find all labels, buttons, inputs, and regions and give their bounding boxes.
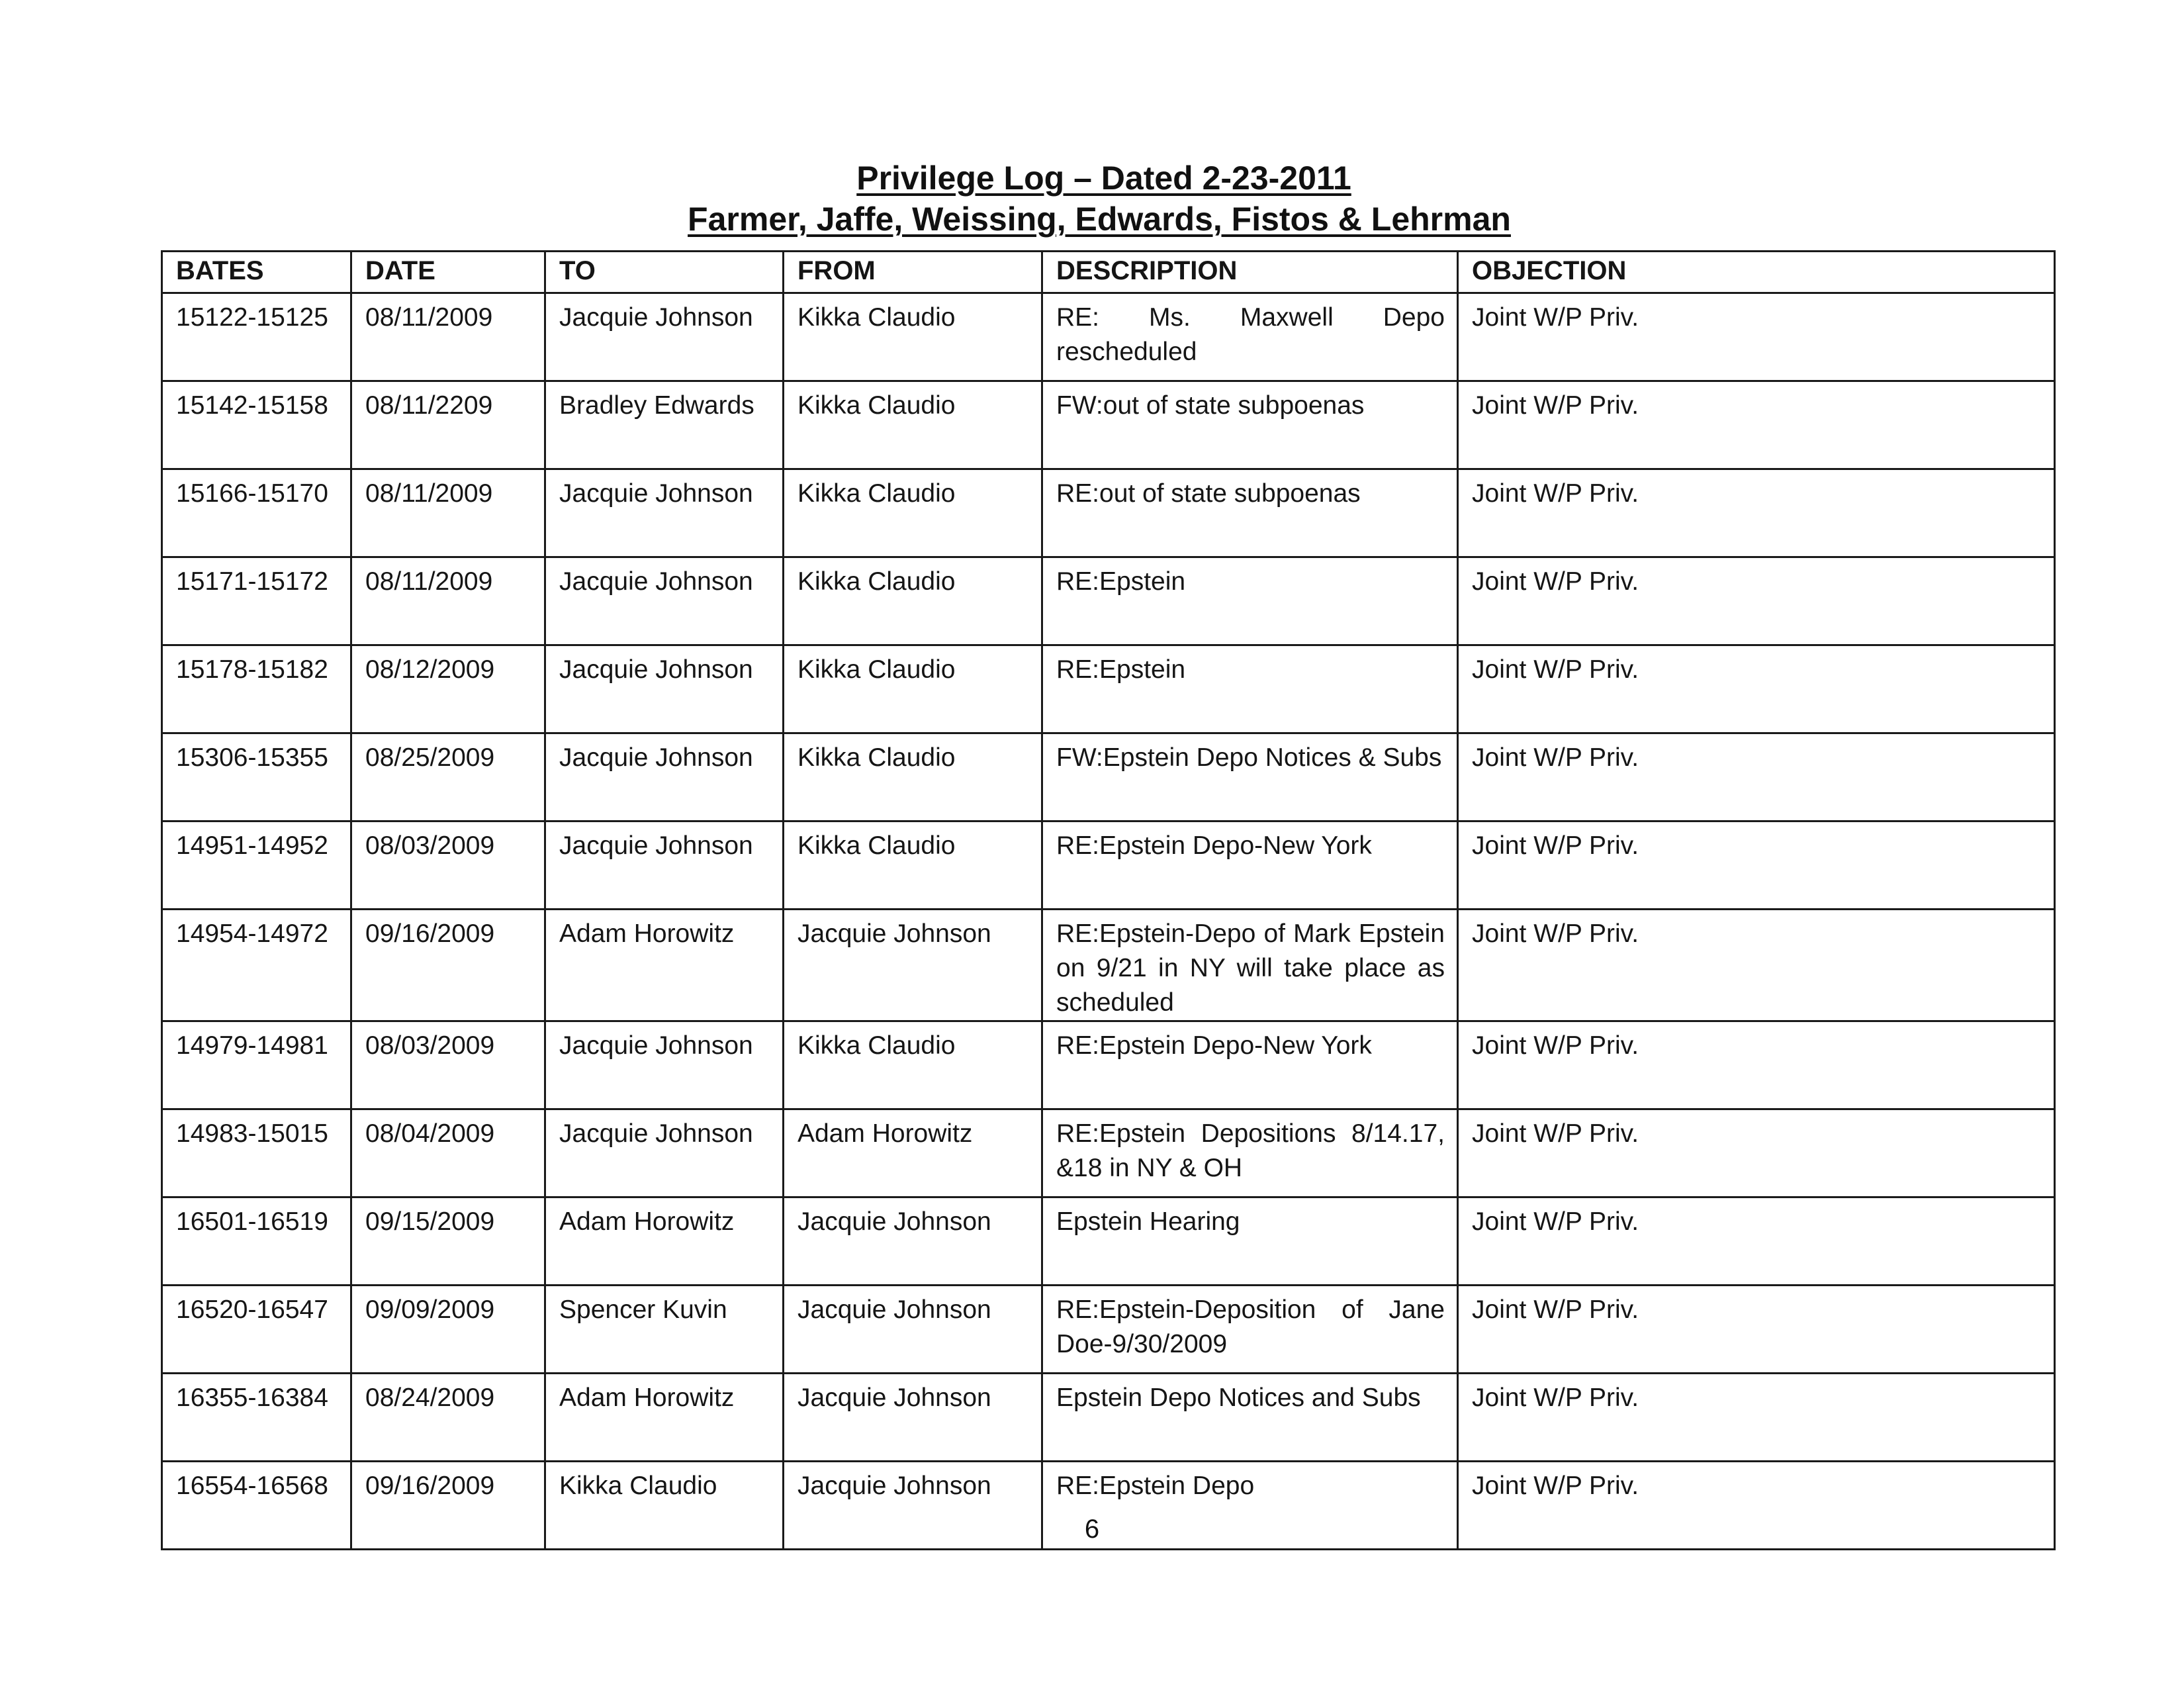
date-cell: 09/15/2009 [351,1197,545,1286]
from-cell: Kikka Claudio [784,1021,1042,1109]
to-cell: Jacquie Johnson [545,557,784,645]
to-cell: Bradley Edwards [545,381,784,469]
column-header-description: DESCRIPTION [1042,252,1458,293]
date-cell: 09/16/2009 [351,910,545,1021]
to-cell: Adam Horowitz [545,1374,784,1462]
to-cell: Jacquie Johnson [545,821,784,910]
column-header-to: TO [545,252,784,293]
from-cell: Jacquie Johnson [784,1286,1042,1374]
to-cell: Spencer Kuvin [545,1286,784,1374]
bates-cell: 15142-15158 [162,381,351,469]
description-cell: RE:Epstein [1042,645,1458,733]
objection-cell: Joint W/P Priv. [1458,469,2055,557]
date-cell: 08/11/2009 [351,557,545,645]
bates-cell: 15166-15170 [162,469,351,557]
from-cell: Kikka Claudio [784,469,1042,557]
objection-cell: Joint W/P Priv. [1458,821,2055,910]
date-cell: 08/03/2009 [351,1021,545,1109]
description-cell: Epstein Hearing [1042,1197,1458,1286]
description-cell: FW:Epstein Depo Notices & Subs [1042,733,1458,821]
date-cell: 08/11/2009 [351,469,545,557]
date-cell: 09/16/2009 [351,1462,545,1550]
bates-cell: 16520-16547 [162,1286,351,1374]
from-cell: Kikka Claudio [784,293,1042,381]
bates-cell: 14951-14952 [162,821,351,910]
description-cell: FW:out of state subpoenas [1042,381,1458,469]
date-cell: 08/25/2009 [351,733,545,821]
to-cell: Adam Horowitz [545,910,784,1021]
date-cell: 09/09/2009 [351,1286,545,1374]
objection-cell: Joint W/P Priv. [1458,1021,2055,1109]
from-cell: Jacquie Johnson [784,1462,1042,1550]
description-cell: RE:out of state subpoenas [1042,469,1458,557]
to-cell: Jacquie Johnson [545,733,784,821]
date-cell: 08/11/2009 [351,293,545,381]
from-cell: Jacquie Johnson [784,1197,1042,1286]
bates-cell: 15306-15355 [162,733,351,821]
to-cell: Kikka Claudio [545,1462,784,1550]
from-cell: Kikka Claudio [784,821,1042,910]
from-cell: Kikka Claudio [784,645,1042,733]
bates-cell: 15122-15125 [162,293,351,381]
table-header-row [162,252,2055,293]
table-row [162,381,2055,469]
document-header [0,158,2184,240]
objection-cell: Joint W/P Priv. [1458,1462,2055,1550]
table-row [162,1021,2055,1109]
objection-cell: Joint W/P Priv. [1458,645,2055,733]
page-number: 6 [1084,1515,1100,1544]
bates-cell: 15171-15172 [162,557,351,645]
bates-cell: 15178-15182 [162,645,351,733]
description-cell: RE: Ms. Maxwell Depo rescheduled [1042,293,1458,381]
to-cell: Jacquie Johnson [545,1021,784,1109]
description-cell: RE:Epstein Depo-New York [1042,1021,1458,1109]
privilege-log-table [161,250,2056,1550]
table-row [162,557,2055,645]
column-header-date: DATE [351,252,545,293]
description-cell: Epstein Depo Notices and Subs [1042,1374,1458,1462]
objection-cell: Joint W/P Priv. [1458,1374,2055,1462]
to-cell: Adam Horowitz [545,1197,784,1286]
to-cell: Jacquie Johnson [545,1109,784,1197]
from-cell: Adam Horowitz [784,1109,1042,1197]
table-row [162,293,2055,381]
table-row [162,910,2055,1021]
description-cell: RE:Epstein-Deposition of Jane Doe-9/30/2009 [1042,1286,1458,1374]
objection-cell: Joint W/P Priv. [1458,557,2055,645]
table-row [162,1374,2055,1462]
document-subtitle: Farmer, Jaffe, Weissing, Edwards, Fistos & Lehrman [688,201,1511,238]
bates-cell: 14983-15015 [162,1109,351,1197]
bates-cell: 16501-16519 [162,1197,351,1286]
to-cell: Jacquie Johnson [545,293,784,381]
description-cell: RE:Epstein [1042,557,1458,645]
bates-cell: 14979-14981 [162,1021,351,1109]
from-cell: Kikka Claudio [784,381,1042,469]
from-cell: Jacquie Johnson [784,910,1042,1021]
objection-cell: Joint W/P Priv. [1458,1197,2055,1286]
date-cell: 08/04/2009 [351,1109,545,1197]
column-header-bates: BATES [162,252,351,293]
date-cell: 08/11/2209 [351,381,545,469]
from-cell: Kikka Claudio [784,733,1042,821]
description-cell: RE:Epstein Depo-New York [1042,821,1458,910]
table-row [162,469,2055,557]
to-cell: Jacquie Johnson [545,645,784,733]
objection-cell: Joint W/P Priv. [1458,1286,2055,1374]
table-row [162,1109,2055,1197]
table-row [162,1286,2055,1374]
description-cell: RE:Epstein Depositions 8/14.17, &18 in NY & OH [1042,1109,1458,1197]
objection-cell: Joint W/P Priv. [1458,1109,2055,1197]
objection-cell: Joint W/P Priv. [1458,910,2055,1021]
column-header-from: FROM [784,252,1042,293]
bates-cell: 14954-14972 [162,910,351,1021]
table-row [162,645,2055,733]
to-cell: Jacquie Johnson [545,469,784,557]
document-title: Privilege Log – Dated 2-23-2011 [856,160,1351,197]
objection-cell: Joint W/P Priv. [1458,293,2055,381]
date-cell: 08/24/2009 [351,1374,545,1462]
objection-cell: Joint W/P Priv. [1458,733,2055,821]
objection-cell: Joint W/P Priv. [1458,381,2055,469]
column-header-objection: OBJECTION [1458,252,2055,293]
table-row [162,733,2055,821]
from-cell: Jacquie Johnson [784,1374,1042,1462]
table-row [162,1197,2055,1286]
from-cell: Kikka Claudio [784,557,1042,645]
date-cell: 08/12/2009 [351,645,545,733]
table-row [162,821,2055,910]
date-cell: 08/03/2009 [351,821,545,910]
bates-cell: 16355-16384 [162,1374,351,1462]
description-cell: RE:Epstein-Depo of Mark Epstein on 9/21 in NY will take place as scheduled [1042,910,1458,1021]
description-cell: RE:Epstein Depo [1042,1462,1458,1550]
bates-cell: 16554-16568 [162,1462,351,1550]
